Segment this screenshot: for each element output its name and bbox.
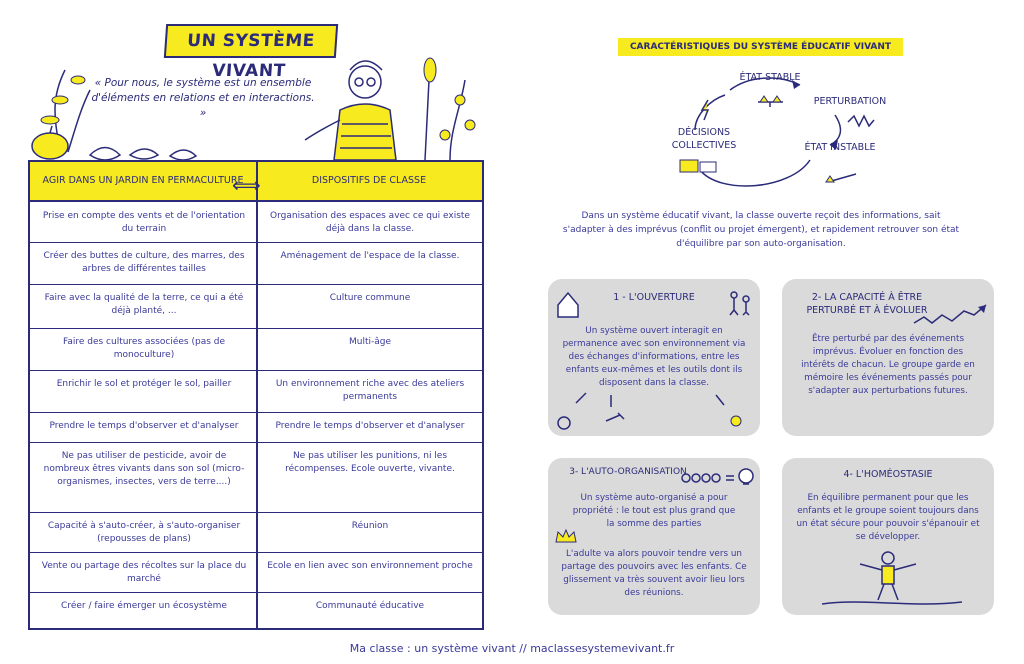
table-row [30,512,482,553]
cell-left: Prise en compte des vents et de l'orientation du terrain [42,211,246,234]
box-body: Un système auto-organisé a pour propriété : le tout est plus grand que la somme des parties [572,493,736,529]
cell-left: Créer des buttes de culture, des marres, des arbres de différentes tailles [43,251,245,274]
table-row [30,328,482,371]
quote-text: « Pour nous, le système est un ensemble d'éléments en relations et en interactions. » [91,77,315,119]
box-body: En équilibre permanent pour que les enfants et le groupe soient toujours dans un état sécure pour pouvoir s'épanouir et se développer. [796,493,980,542]
comparison-table [28,160,484,630]
header-classroom: DISPOSITIFS DE CLASSE [311,175,427,186]
system-description: Dans un système éducatif vivant, la classe ouverte reçoit des informations, sait s'adapter à des imprévus (conflit ou projet émergent), et rapidement retrouver son état d'équilibre par son auto-organisation. [562,211,960,249]
table-row [30,552,482,593]
characteristics-title: CARACTÉRISTIQUES DU SYSTÈME ÉDUCATIF VIVANT [618,38,903,56]
cell-left: Enrichir le sol et protéger le sol, pailler [56,379,232,389]
table-row [30,284,482,329]
table-row [30,412,482,443]
cycle-stable: ÉTAT STABLE [739,72,801,83]
cell-right: Un environnement riche avec des ateliers permanents [275,379,465,402]
table-row [30,242,482,285]
table-row [30,442,482,513]
cell-right: Aménagement de l'espace de la classe. [280,251,460,261]
footer-text: Ma classe : un système vivant // maclassesystemevivant.fr [349,642,675,655]
box-title: 1 - L'OUVERTURE [613,292,695,303]
box-title: 4- L'HOMÉOSTASIE [843,469,933,480]
cell-right: Culture commune [329,293,411,303]
box-auto-organisation [548,458,760,615]
box-title: 2- LA CAPACITÉ À ÊTRE PERTURBÉ ET À ÉVOLUER [806,292,928,316]
box-body-second: L'adulte va alors pouvoir tendre vers un partage des pouvoirs avec les enfants. Ce glissement va très souvent avoir lieu lors des réunions. [561,549,747,598]
header-permaculture: AGIR DANS UN JARDIN EN PERMACULTURE [42,175,244,186]
double-arrow-icon: ⟺ [232,173,261,197]
box-body: Un système ouvert interagit en permanence avec son environnement via des échanges d'informations, entre les enfants eux-mêmes et les outils dont ils disposent dans la classe. [562,326,746,388]
cell-right: Réunion [351,521,389,531]
cell-left: Faire des cultures associées (pas de monoculture) [62,337,226,360]
box-capacite [782,279,994,436]
cell-left: Créer / faire émerger un écosystème [61,601,227,611]
table-row [30,592,482,628]
parts-equals-bulb-icon [680,466,760,490]
cell-left: Prendre le temps d'observer et d'analyser [49,421,239,431]
box-body: Être perturbé par des événements imprévus. Évoluer en fonction des intérêts de chacun. Le groupe garde en mémoire les événements passés pour s'adapter aux perturbations futures. [801,334,975,396]
balancing-child-icon [822,550,962,610]
cell-right: Communauté éducative [315,601,425,611]
cell-right: Ecole en lien avec son environnement proche [267,561,473,571]
box-title: 3- L'AUTO-ORGANISATION [569,467,687,477]
cycle-decisions: DÉCISIONS COLLECTIVES [671,127,737,151]
cell-right: Ne pas utiliser les punitions, ni les récompenses. Ecole ouverte, vivante. [285,451,455,474]
cycle-perturbation: PERTURBATION [813,96,887,107]
cell-right: Multi-âge [348,337,391,347]
cell-left: Capacité à s'auto-créer, à s'auto-organiser (repousses de plans) [47,521,241,544]
cell-right: Organisation des espaces avec ce qui existe déjà dans la classe. [270,211,470,234]
box-homeostasie [782,458,994,615]
cell-left: Faire avec la qualité de la terre, ce qui a été déjà planté, ... [44,293,244,316]
cycle-instable: ÉTAT INSTABLE [804,142,876,153]
cell-right: Prendre le temps d'observer et d'analyser [275,421,465,431]
page-title: UN SYSTÈME VIVANT [164,24,338,58]
cell-left: Ne pas utiliser de pesticide, avoir de nombreux êtres vivants dans son sol (micro-organismes, insectes, vers de terre....) [43,451,245,487]
table-row [30,202,482,243]
box-ouverture [548,279,760,436]
cell-left: Vente ou partage des récoltes sur la place du marché [41,561,247,584]
table-row [30,370,482,413]
